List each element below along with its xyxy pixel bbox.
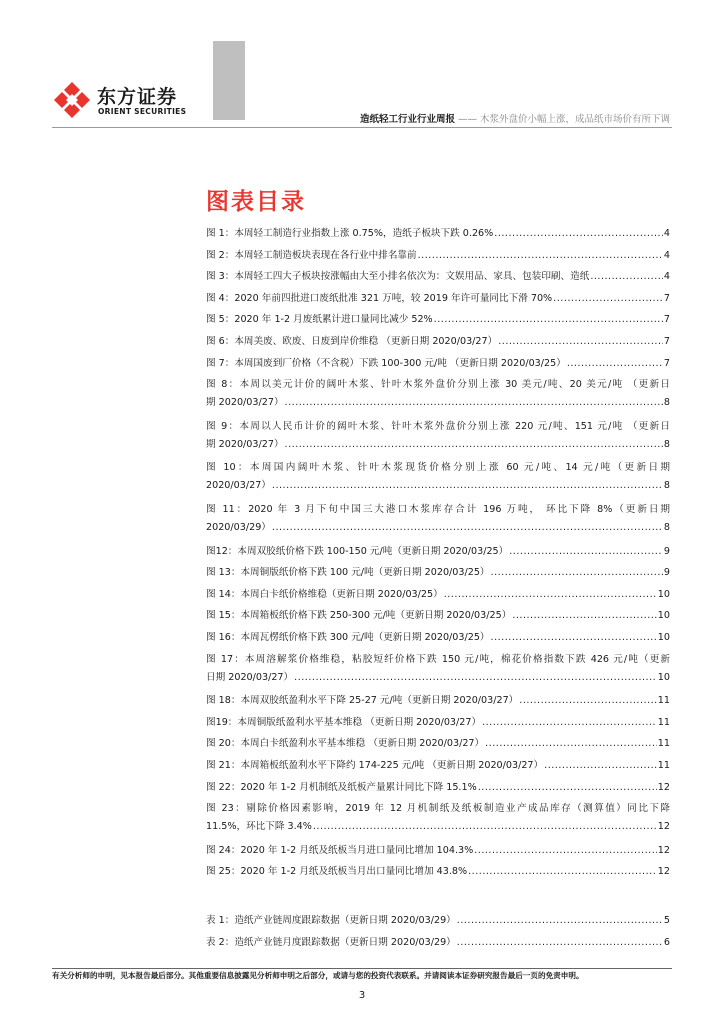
toc-entry[interactable] xyxy=(206,418,670,454)
toc-entry-text: 图 6：本周美废、欧废、日废到岸价维稳 （更新日期 2020/03/27） xyxy=(206,336,498,347)
toc-entry-text: 图12：本周双胶纸价格下跌 100-150 元/吨（更新日期 2020/03/25） xyxy=(206,545,509,557)
toc-entry-text: 图 10：本周国内阔叶木浆、针叶木浆现货价格分别上涨 60 元/吨、14 元/吨（更新日期 xyxy=(206,462,670,474)
toc-entry-text: 图 14：本周白卡纸价格维稳（更新日期 2020/03/25） xyxy=(206,588,443,600)
toc-entry-text: 表 1：造纸产业链周度跟踪数据（更新日期 2020/03/29） xyxy=(206,915,456,926)
toc-page-number: 7 xyxy=(663,314,670,326)
toc-leader-dots xyxy=(590,268,663,286)
toc-page-number: 6 xyxy=(663,936,670,948)
toc-entry[interactable] xyxy=(206,735,670,753)
toc-page-number: 8 xyxy=(663,480,670,492)
header-decor-block xyxy=(213,41,245,120)
toc-page-number: 10 xyxy=(657,632,670,643)
toc-leader-dots xyxy=(491,564,663,582)
toc-entry[interactable] xyxy=(206,842,670,860)
toc-page-number: 10 xyxy=(657,610,670,622)
toc-entry[interactable] xyxy=(206,333,670,351)
report-subtitle: 木浆外盘价小幅上涨，成品纸市场价有所下调 xyxy=(479,114,670,125)
toc-entry-text: 图 20：本周白卡纸盈利水平基本维稳 （更新日期 2020/03/27） xyxy=(206,738,485,750)
toc-entry-text: 图 2：本周轻工制造板块表现在各行业中排名靠前 xyxy=(206,249,417,261)
toc-entry-text: 图 9：本周以人民币计价的阔叶木浆、针叶木浆外盘价分别上涨 220 元/吨、151 元/吨 （更新日 xyxy=(206,420,670,432)
toc-entry[interactable] xyxy=(206,225,670,243)
toc-entry-text-cont: 11.5%，环比下降 3.4% xyxy=(206,821,312,833)
toc-page-number: 11 xyxy=(657,695,670,707)
toc-entry-text: 图 8：本周以美元计价的阔叶木浆、针叶木浆外盘价分别上涨 30 美元/吨、20 美元/吨 （更新日 xyxy=(206,379,670,391)
toc-page-number: 4 xyxy=(663,271,670,283)
toc-leader-dots xyxy=(313,818,657,836)
toc-page-number: 5 xyxy=(663,915,670,926)
toc-page-number: 12 xyxy=(657,866,670,878)
toc-entry-text: 图 15：本周箱板纸价格下跌 250-300 元/吨（更新日期 2020/03/25） xyxy=(206,610,512,622)
toc-entry[interactable] xyxy=(206,607,670,625)
toc-page-number: 11 xyxy=(657,716,670,728)
toc-entry-text-cont: 2020/03/27） xyxy=(206,480,271,492)
toc-entry-text: 图 22：2020 年 1-2 月机制纸及纸板产量累计同比下降 15.1% xyxy=(206,781,477,793)
toc-entry-text: 图 3：本周轻工四大子板块按涨幅由大至小排名依次为：文娱用品、家具、包装印刷、造纸 xyxy=(206,271,590,283)
toc-page-number: 4 xyxy=(663,228,670,239)
logo-name-cn: 东方证券 xyxy=(97,86,178,108)
toc-page-number: 12 xyxy=(657,844,670,856)
toc-page-number: 8 xyxy=(663,438,670,450)
toc-page-number: 8 xyxy=(663,397,670,409)
report-type: 造纸轻工行业行业周报 xyxy=(359,114,455,125)
toc-entry[interactable] xyxy=(206,247,670,265)
toc-entry-text-cont: 日期 2020/03/27） xyxy=(206,671,294,683)
toc-page-number: 8 xyxy=(663,522,670,533)
toc-page-number: 9 xyxy=(663,545,670,557)
toc-leader-dots xyxy=(512,607,656,625)
toc-page-number: 10 xyxy=(657,671,670,683)
toc-leader-dots xyxy=(544,757,657,775)
toc-entry-text-cont: 期 2020/03/27） xyxy=(206,438,284,450)
toc-entry-text: 图 23：剔除价格因素影响，2019 年 12 月机制纸及纸板制造业产成品库存（测算值）同比下降 xyxy=(206,803,670,815)
toc-entry-text: 表 2：造纸产业链月度跟踪数据（更新日期 2020/03/29） xyxy=(206,936,456,948)
toc-leader-dots xyxy=(567,355,663,373)
toc-leader-dots xyxy=(468,863,657,881)
toc-page-number: 12 xyxy=(657,781,670,793)
toc-leader-dots xyxy=(474,842,657,860)
toc-entry-text: 图 13：本周铜版纸价格下跌 100 元/吨（更新日期 2020/03/25） xyxy=(206,567,490,579)
toc-page-number: 7 xyxy=(663,292,670,304)
toc-entry[interactable] xyxy=(206,779,670,797)
toc-entry[interactable] xyxy=(206,268,670,286)
toc-entry[interactable] xyxy=(206,586,670,604)
toc-entry[interactable] xyxy=(206,376,670,412)
toc-leader-dots xyxy=(478,779,657,797)
toc-entry-text: 图 18：本周双胶纸盈利水平下降 25-27 元/吨（更新日期 2020/03/27） xyxy=(206,695,519,707)
page-number: 3 xyxy=(358,990,366,1001)
footer-divider xyxy=(52,968,672,969)
toc-leader-dots xyxy=(491,629,657,647)
toc-leader-dots xyxy=(294,669,657,687)
toc-page-number: 9 xyxy=(663,567,670,579)
toc-entry[interactable] xyxy=(206,800,670,836)
toc-leader-dots xyxy=(444,586,657,604)
toc-entry[interactable] xyxy=(206,912,670,930)
toc-entry-text: 图 11：2020 年 3 月下旬中国三大港口木浆库存合计 196 万吨， 环比下降 8%（更新日期 xyxy=(206,504,670,515)
header-separator: —— xyxy=(457,114,477,125)
footer-disclaimer: 有关分析师的申明，见本报告最后部分。其他重要信息披露见分析师申明之后部分，或请与您的投资代表联系。并请阅读本证券研究报告最后一页的免责申明。 xyxy=(52,971,584,980)
report-header-title xyxy=(360,111,670,125)
toc-leader-dots xyxy=(457,934,663,952)
toc-entry-text: 图 16：本周瓦楞纸价格下跌 300 元/吨（更新日期 2020/03/25） xyxy=(206,632,490,643)
toc-leader-dots xyxy=(485,735,657,753)
toc-page-number: 11 xyxy=(657,760,670,771)
toc-leader-dots xyxy=(434,311,663,329)
toc-entry[interactable] xyxy=(206,501,670,537)
toc-entry[interactable] xyxy=(206,651,670,687)
toc-entry[interactable] xyxy=(206,692,670,710)
toc-entry-text: 图 21：本周箱板纸盈利水平下降约 174-225 元/吨 （更新日期 2020/03/27） xyxy=(206,760,544,771)
toc-entry-text: 图 24：2020 年 1-2 月纸及纸板当月进口量同比增加 104.3% xyxy=(206,844,474,856)
toc-entry-text: 图 7：本周国废到厂价格（不含税）下跌 100-300 元/吨 （更新日期 2020/03/25） xyxy=(206,357,566,369)
toc-leader-dots xyxy=(418,247,663,265)
toc-title: 图表目录 xyxy=(206,189,306,215)
toc-page-number: 7 xyxy=(663,336,670,347)
toc-entry-text-cont: 期 2020/03/27） xyxy=(206,397,284,409)
toc-entry-text-cont: 2020/03/29） xyxy=(206,522,271,533)
toc-leader-dots xyxy=(509,543,663,561)
toc-entry[interactable] xyxy=(206,311,670,329)
toc-page-number: 12 xyxy=(657,821,670,833)
toc-page-number: 10 xyxy=(657,588,670,600)
company-logo xyxy=(52,80,212,120)
toc-entry[interactable] xyxy=(206,543,670,561)
toc-entry-text: 图19：本周铜版纸盈利水平基本维稳 （更新日期 2020/03/27） xyxy=(206,716,482,728)
toc-page-number: 4 xyxy=(663,249,670,261)
header-divider xyxy=(52,127,672,128)
toc-entry-text: 图 17：本周溶解浆价格维稳，粘胶短纤价格下跌 150 元/吨，棉花价格指数下跌 426 元/吨（更新 xyxy=(206,653,670,665)
toc-entry[interactable] xyxy=(206,934,670,952)
toc-entry[interactable] xyxy=(206,714,670,732)
toc-leader-dots xyxy=(457,912,663,930)
toc-entry[interactable] xyxy=(206,459,670,495)
toc-entry[interactable] xyxy=(206,757,670,775)
toc-entry-text: 图 1：本周轻工制造行业指数上涨 0.75%，造纸子板块下跌 0.26% xyxy=(206,228,494,239)
toc-entry[interactable] xyxy=(206,290,670,308)
toc-leader-dots xyxy=(285,394,663,412)
toc-leader-dots xyxy=(553,290,663,308)
toc-leader-dots xyxy=(272,477,663,495)
toc-page-number: 7 xyxy=(663,357,670,369)
logo-name-en: ORIENT SECURITIES xyxy=(98,107,187,116)
toc-entry[interactable] xyxy=(206,355,670,373)
toc-entry[interactable] xyxy=(206,863,670,881)
toc-entry[interactable] xyxy=(206,629,670,647)
toc-leader-dots xyxy=(285,436,663,454)
toc-entry-text: 图 5：2020 年 1-2 月废纸累计进口量同比减少 52% xyxy=(206,314,433,326)
orient-logo-icon xyxy=(52,80,92,120)
toc-entry-text: 图 4：2020 年前四批进口废纸批准 321 万吨，较 2019 年许可量同比下滑 70% xyxy=(206,292,553,304)
toc-entry[interactable] xyxy=(206,564,670,582)
toc-page-number: 11 xyxy=(657,738,670,750)
toc-leader-dots xyxy=(482,714,657,732)
toc-leader-dots xyxy=(498,333,663,351)
toc-entry-text: 图 25：2020 年 1-2 月纸及纸板当月出口量同比增加 43.8% xyxy=(206,866,468,878)
toc-leader-dots xyxy=(272,519,663,537)
toc-leader-dots xyxy=(494,225,663,243)
toc-leader-dots xyxy=(519,692,657,710)
